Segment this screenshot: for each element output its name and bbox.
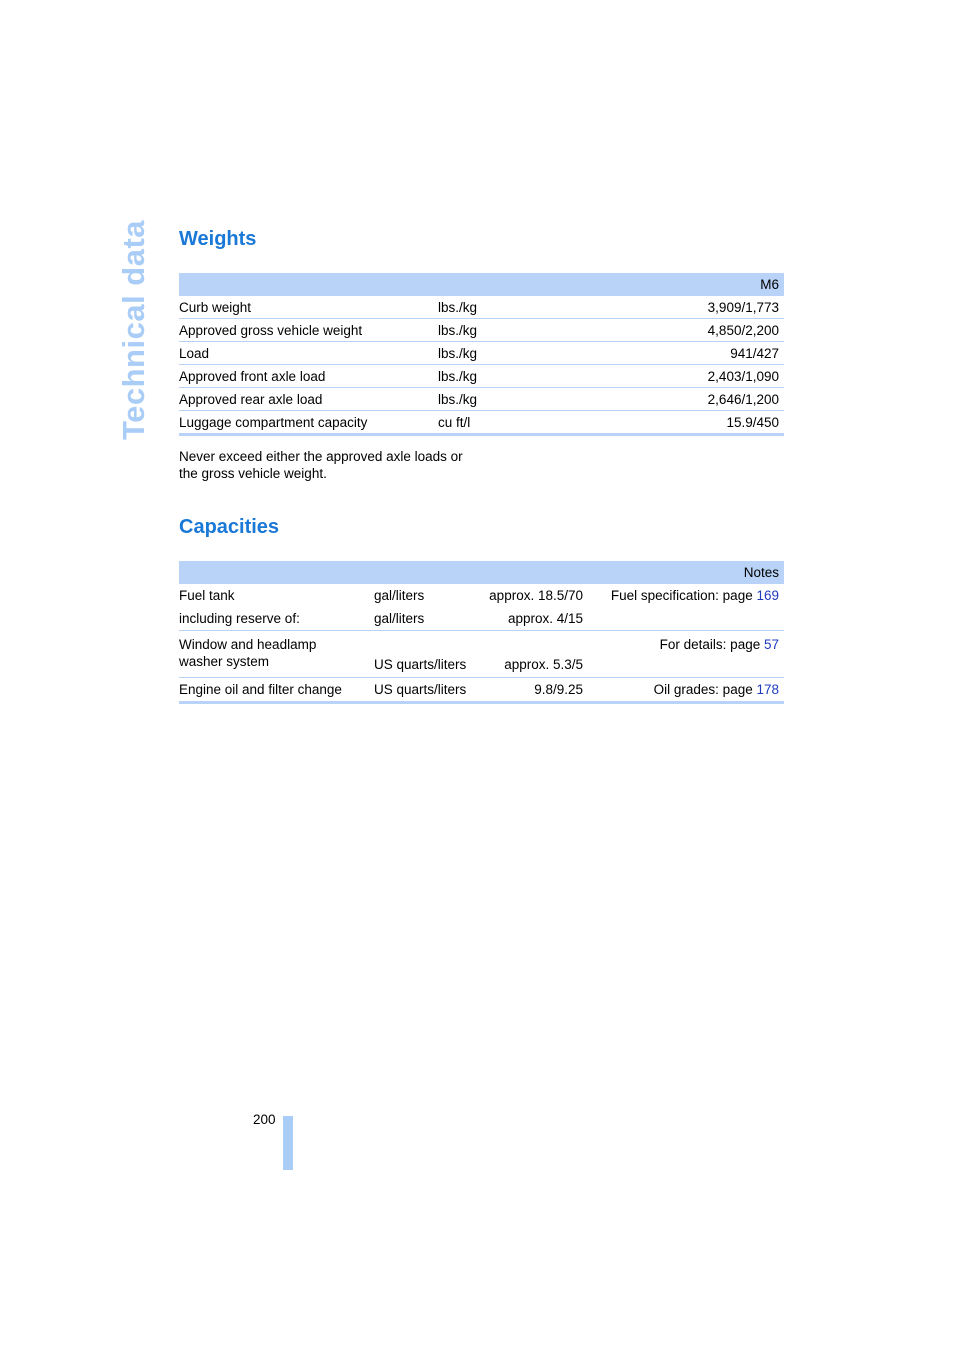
row-label: Fuel tank xyxy=(179,588,235,603)
note-text: Oil grades: page xyxy=(653,682,757,697)
capacities-table-header xyxy=(179,561,784,584)
table-row xyxy=(179,631,784,678)
note-text: Fuel specification: page xyxy=(610,588,757,603)
row-unit: lbs./kg xyxy=(438,342,558,365)
weights-header-model: M6 xyxy=(558,273,784,296)
row-value: 941/427 xyxy=(558,342,784,365)
row-label-line: Window and headlamp xyxy=(179,637,317,652)
table-row xyxy=(179,296,784,319)
row-unit: cu ft/l xyxy=(438,411,558,435)
capacities-header-notes: Notes xyxy=(588,561,784,584)
row-label: Engine oil and filter change xyxy=(179,678,374,703)
table-row xyxy=(179,319,784,342)
page-link[interactable]: 169 xyxy=(756,588,779,603)
row-label: Load xyxy=(179,342,438,365)
weights-note-line: Never exceed either the approved axle loads or xyxy=(179,449,463,464)
page-marker-bar xyxy=(283,1116,293,1170)
row-label: including reserve of: xyxy=(179,607,374,631)
note-text: For details: page xyxy=(659,637,764,652)
weights-note-line: the gross vehicle weight. xyxy=(179,466,327,481)
row-value: 9.8/9.25 xyxy=(474,678,588,703)
row-unit: US quarts/liters xyxy=(374,678,474,703)
row-label: Approved front axle load xyxy=(179,365,438,388)
weights-heading: Weights xyxy=(179,228,257,250)
row-note xyxy=(588,678,784,703)
row-label: Curb weight xyxy=(179,296,438,319)
page-number: 200 xyxy=(253,1112,276,1127)
row-label: Approved gross vehicle weight xyxy=(179,319,438,342)
row-value: 4,850/2,200 xyxy=(558,319,784,342)
row-unit: lbs./kg xyxy=(438,296,558,319)
table-row xyxy=(179,342,784,365)
table-row xyxy=(179,365,784,388)
row-value: approx. 5.3/5 xyxy=(474,631,588,678)
row-unit: lbs./kg xyxy=(438,388,558,411)
page-link[interactable]: 178 xyxy=(756,682,779,697)
weights-table xyxy=(179,273,784,436)
row-value: 15.9/450 xyxy=(558,411,784,435)
row-value: approx. 18.5/70 xyxy=(489,588,583,603)
row-label-line: washer system xyxy=(179,654,270,669)
row-note xyxy=(588,584,784,607)
table-row xyxy=(179,607,784,631)
table-row xyxy=(179,388,784,411)
page-link[interactable]: 57 xyxy=(763,637,779,652)
weights-note xyxy=(179,448,479,482)
row-unit: gal/liters xyxy=(374,588,425,603)
row-unit: US quarts/liters xyxy=(374,631,474,678)
row-value: 2,646/1,200 xyxy=(558,388,784,411)
capacities-heading: Capacities xyxy=(179,516,280,538)
row-label: Approved rear axle load xyxy=(179,388,438,411)
table-row xyxy=(179,584,784,607)
section-side-title: Technical data xyxy=(116,219,151,440)
table-row xyxy=(179,678,784,703)
table-row xyxy=(179,411,784,435)
row-unit: gal/liters xyxy=(374,607,474,631)
row-label xyxy=(179,631,374,678)
row-value: approx. 4/15 xyxy=(474,607,588,631)
capacities-table xyxy=(179,561,784,704)
weights-table-header xyxy=(179,273,784,296)
row-unit: lbs./kg xyxy=(438,319,558,342)
row-label: Luggage compartment capacity xyxy=(179,411,438,435)
row-unit: lbs./kg xyxy=(438,365,558,388)
row-value: 3,909/1,773 xyxy=(558,296,784,319)
row-value: 2,403/1,090 xyxy=(558,365,784,388)
row-note xyxy=(588,631,784,678)
